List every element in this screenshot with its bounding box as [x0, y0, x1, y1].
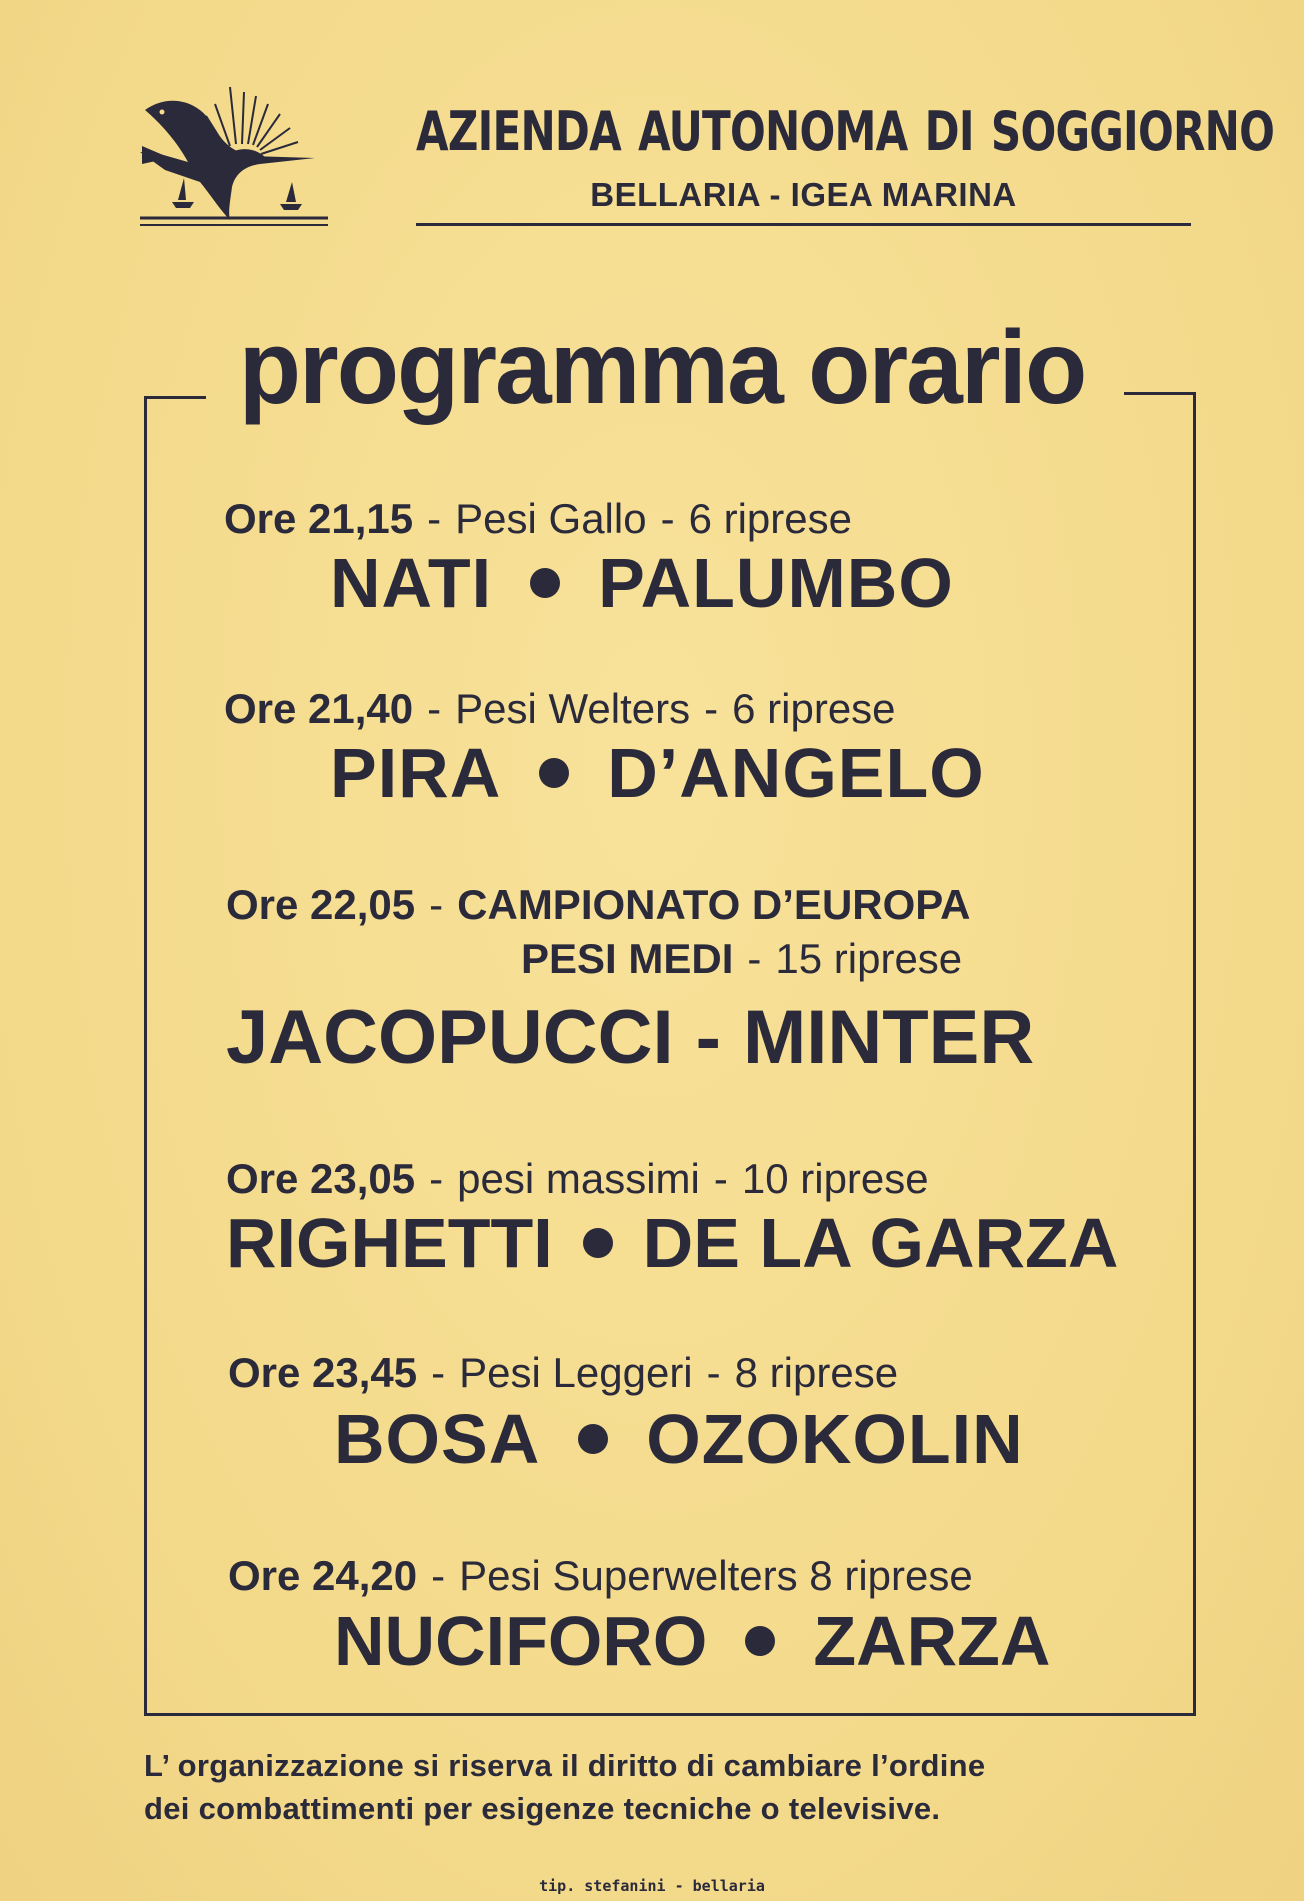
printer-credit: tip. stefanini - bellaria — [539, 1877, 765, 1895]
bout-info: Ore 23,05 - pesi massimi - 10 riprese — [226, 1155, 929, 1202]
disclaimer-line: L’ organizzazione si riserva il diritto di cambiare l’ordine — [144, 1748, 986, 1783]
fighter-a: NUCIFORO — [334, 1602, 708, 1680]
fighter-a: JACOPUCCI — [226, 995, 674, 1080]
bout-time: Ore 23,05 — [226, 1155, 416, 1202]
separator-dot — [530, 568, 560, 598]
frame-bottom — [144, 1713, 1196, 1716]
bout-info: Ore 24,20 - Pesi Superwelters 8 riprese — [228, 1552, 973, 1599]
bout-fighters — [330, 544, 954, 622]
fighter-b: D’ANGELO — [607, 734, 985, 812]
bout-category: Pesi Leggeri — [459, 1349, 693, 1396]
bout-time: Ore 21,40 — [224, 685, 414, 732]
bout-category: pesi massimi — [457, 1155, 700, 1202]
disclaimer-line: dei combattimenti per esigenze tecniche o televisive. — [144, 1791, 941, 1826]
fighter-b: ZARZA — [813, 1602, 1051, 1680]
bout-info: Ore 23,45 - Pesi Leggeri - 8 riprese — [228, 1349, 899, 1396]
fighter-b: OZOKOLIN — [646, 1400, 1024, 1478]
bout-category: Pesi Welters — [455, 685, 691, 732]
fighter-a: NATI — [330, 544, 493, 622]
title-word: AUTONOMA — [638, 100, 908, 163]
program-title: programma orario — [238, 310, 1086, 426]
fighter-a: PIRA — [330, 734, 502, 812]
fighter-b: MINTER — [742, 995, 1035, 1080]
bout-info: Ore 21,40 - Pesi Welters - 6 riprese — [224, 685, 896, 732]
bout-rounds: 15 riprese — [775, 935, 963, 982]
frame-top-left — [144, 396, 206, 399]
bout-fighters — [226, 995, 1035, 1080]
header-divider — [416, 223, 1191, 226]
bout-fighters — [226, 1204, 1119, 1282]
bout-time: Ore 21,15 — [224, 495, 414, 542]
separator-dot — [745, 1626, 775, 1656]
bout-rounds: 10 riprese — [741, 1155, 929, 1202]
bout-info: Ore 22,05 - CAMPIONATO D’EUROPA — [226, 881, 971, 928]
organization-title — [416, 100, 1275, 163]
bout-rounds: 8 riprese — [734, 1349, 899, 1396]
bout-category: Pesi Gallo — [455, 495, 647, 542]
bout-fighters — [330, 734, 985, 812]
bout-time: Ore 23,45 — [228, 1349, 418, 1396]
title-word: AZIENDA — [416, 100, 621, 163]
fighter-b: DE LA GARZA — [642, 1204, 1119, 1282]
bout-category: Pesi Superwelters 8 riprese — [459, 1552, 973, 1599]
organization-location: BELLARIA - IGEA MARINA — [590, 176, 1017, 213]
bout-fighters — [334, 1400, 1024, 1478]
fighter-separator: - — [695, 995, 721, 1080]
bout-info: Ore 21,15 - Pesi Gallo - 6 riprese — [224, 495, 852, 542]
bird-sun-sailboats-icon — [140, 82, 345, 247]
title-word: DI — [924, 100, 974, 163]
bout-rounds: 6 riprese — [688, 495, 852, 542]
bout-rounds: 6 riprese — [732, 685, 896, 732]
bout-time: Ore 24,20 — [228, 1552, 418, 1599]
bout-time: Ore 22,05 — [226, 881, 416, 928]
frame-right — [1193, 392, 1196, 1714]
bout-category-line2: PESI MEDI — [521, 935, 734, 982]
separator-dot — [539, 758, 569, 788]
bout-fighters — [334, 1602, 1051, 1680]
disclaimer-note — [144, 1744, 1204, 1830]
separator-dot — [578, 1424, 608, 1454]
frame-left — [144, 396, 147, 1716]
separator-dot — [583, 1228, 613, 1258]
bout-category-line1: CAMPIONATO D’EUROPA — [457, 881, 971, 928]
frame-top-right — [1124, 392, 1196, 395]
fighter-a: BOSA — [334, 1400, 541, 1478]
fighter-b: PALUMBO — [598, 544, 954, 622]
fighter-a: RIGHETTI — [226, 1204, 553, 1282]
bout-info-line2: PESI MEDI - 15 riprese — [521, 935, 963, 982]
title-word: SOGGIORNO — [990, 100, 1275, 163]
